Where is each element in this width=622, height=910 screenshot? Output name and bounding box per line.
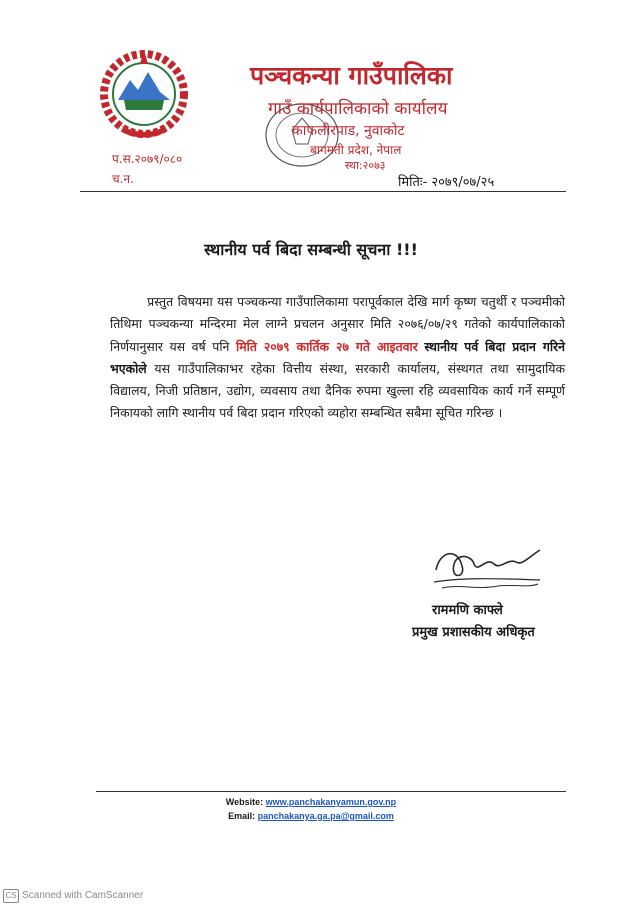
holiday-date-highlight: मिति २०७९ कार्तिक २७ गते आइतवार (236, 338, 418, 354)
footer-email (0, 811, 622, 821)
handwritten-signature (428, 538, 548, 598)
body-part-1: प्रस्तुत विषयमा यस पञ्चकन्या गाउँपालिकामा परापूर्वकाल देखि मार्ग कृष्ण चतुर्थी र पञ्चमीको तिथिमा पञ्चकन्या मन्दिरमा मेल लाग्ने प्रचलन अनुसार मिति २०७६/०७/२९ गतेको कार्यपालिकाको निर्णयानुसार यस वर्ष पनि (110, 294, 565, 354)
footer-website (0, 797, 622, 807)
body-part-2: यस गाउँपालिकाभर रहेका वित्तीय संस्था, सरकारी कार्यालय, संस्थगत तथा सामुदायिक विद्यालय, निजी प्रतिष्ठान, उद्योग, व्यवसाय तथा दैनिक रुपमा खुल्ला रहि व्यवसायिक कार्य गर्ने सम्पूर्ण निकायको लागि स्थानीय पर्व बिदा प्रदान गरिएको व्यहोरा सम्बन्धित सबैमा सूचित गरिन्छ । (110, 360, 565, 421)
camscanner-icon: CS (3, 889, 19, 903)
signatory-name: राममणि काफ्ले (432, 603, 503, 618)
established-year: स्था:२०७३ (345, 159, 386, 172)
signatory-designation: प्रमुख प्रशासकीय अधिकृत (412, 625, 535, 640)
footer-divider (96, 791, 566, 792)
website-label: Website: (225, 797, 264, 807)
email-link[interactable]: panchakanya.ga.pa@gmail.com (257, 811, 394, 821)
letter-date: मितिः- २०७९/०७/२५ (398, 175, 495, 190)
municipality-title: पञ्चकन्या गाउँपालिका (250, 61, 453, 90)
dispatch-number: च.न. (112, 172, 134, 186)
email-label: Email: (228, 811, 256, 821)
office-subtitle: गाउँ कार्यपालिकाको कार्यालय (268, 99, 448, 119)
header-divider (80, 191, 566, 192)
website-link[interactable]: www.panchakanyamun.gov.np (265, 797, 397, 807)
notice-heading: स्थानीय पर्व बिदा सम्बन्धी सूचना !!! (204, 240, 418, 259)
office-province: बागमती प्रदेश, नेपाल (310, 143, 402, 157)
office-address: काफलीरपाड, नुवाकोट (292, 123, 405, 139)
camscanner-text: Scanned with CamScanner (22, 890, 144, 901)
notice-body (110, 291, 565, 425)
camscanner-watermark (3, 889, 143, 903)
holiday-statement: स्थानीय पर्व बिदा प्रदान गरिने भएकोले (110, 338, 565, 376)
nepal-government-emblem (94, 46, 194, 141)
reference-number: प.स.२०७९/०८० (112, 152, 183, 166)
